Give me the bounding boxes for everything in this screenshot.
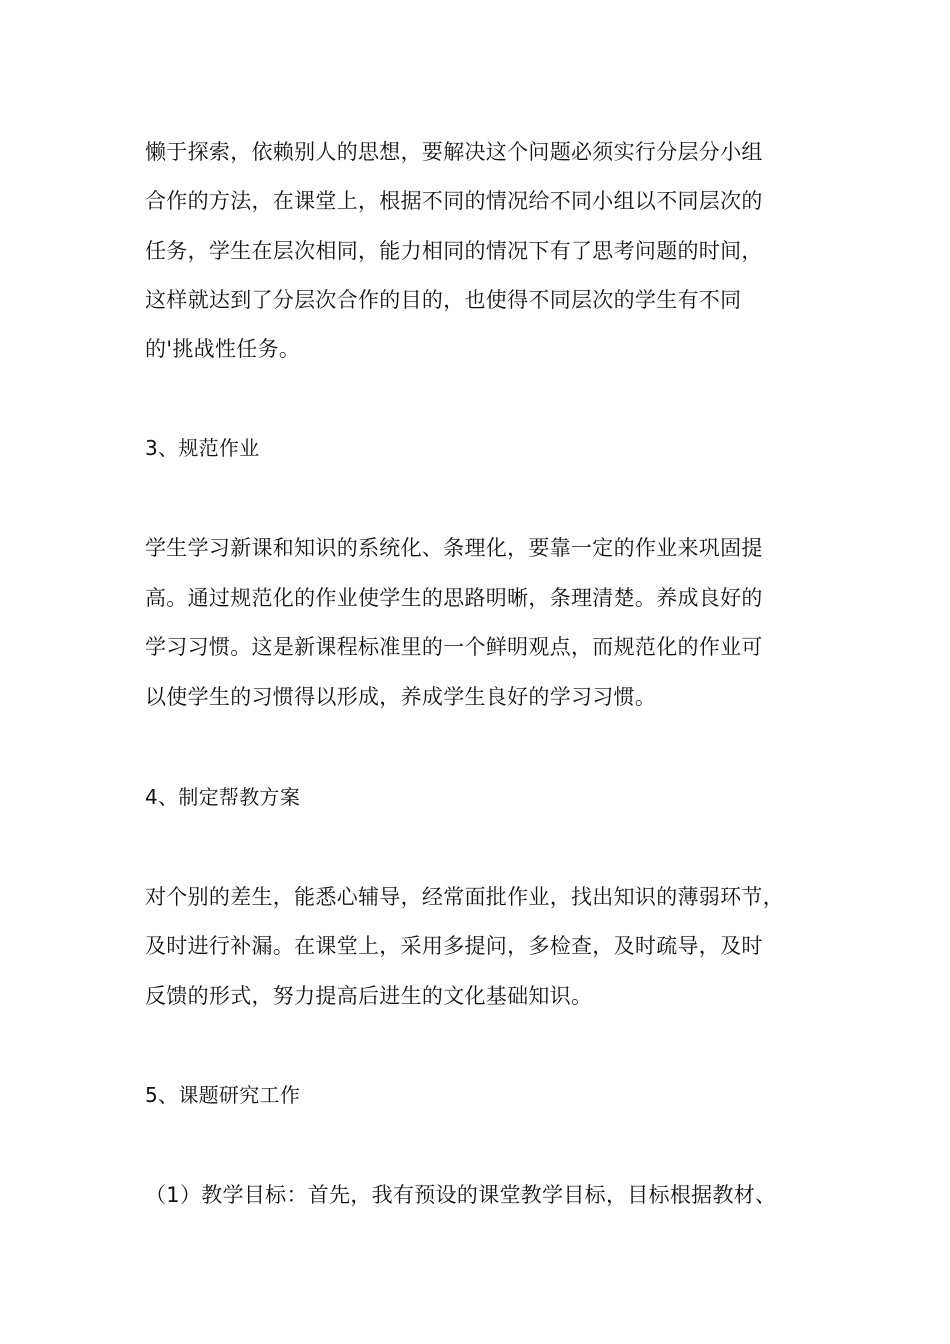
section-heading: 4、制定帮教方案 (145, 785, 301, 809)
paragraph-line: 这样就达到了分层次合作的目的，也使得不同层次的学生有不同 (145, 288, 742, 312)
paragraph-line: 对个别的差生，能悉心辅导，经常面批作业，找出知识的薄弱环节， (145, 885, 784, 909)
paragraph-line: 及时进行补漏。在课堂上，采用多提问，多检查，及时疏导，及时 (145, 934, 763, 958)
paragraph-line: 懒于探索，依赖别人的思想，要解决这个问题必须实行分层分小组 (145, 140, 763, 164)
paragraph-line: 高。通过规范化的作业使学生的思路明晰，条理清楚。养成良好的 (145, 586, 763, 610)
paragraph-line: 的'挑战性任务。 (145, 337, 301, 361)
paragraph-line: 以使学生的习惯得以形成，养成学生良好的学习习惯。 (145, 685, 657, 709)
paragraph-line: 学习习惯。这是新课程标准里的一个鲜明观点，而规范化的作业可 (145, 635, 763, 659)
paragraph-line: 学生学习新课和知识的系统化、条理化，要靠一定的作业来巩固提 (145, 536, 763, 560)
paragraph-line: 反馈的形式，努力提高后进生的文化基础知识。 (145, 984, 593, 1008)
paragraph-line: 任务，学生在层次相同，能力相同的情况下有了思考问题的时间， (145, 239, 763, 263)
section-heading: 5、课题研究工作 (145, 1083, 301, 1107)
paragraph-line: （1）教学目标：首先，我有预设的课堂教学目标，目标根据教材、 (145, 1183, 777, 1207)
section-heading: 3、规范作业 (145, 436, 260, 460)
paragraph-line: 合作的方法，在课堂上，根据不同的情况给不同小组以不同层次的 (145, 189, 763, 213)
